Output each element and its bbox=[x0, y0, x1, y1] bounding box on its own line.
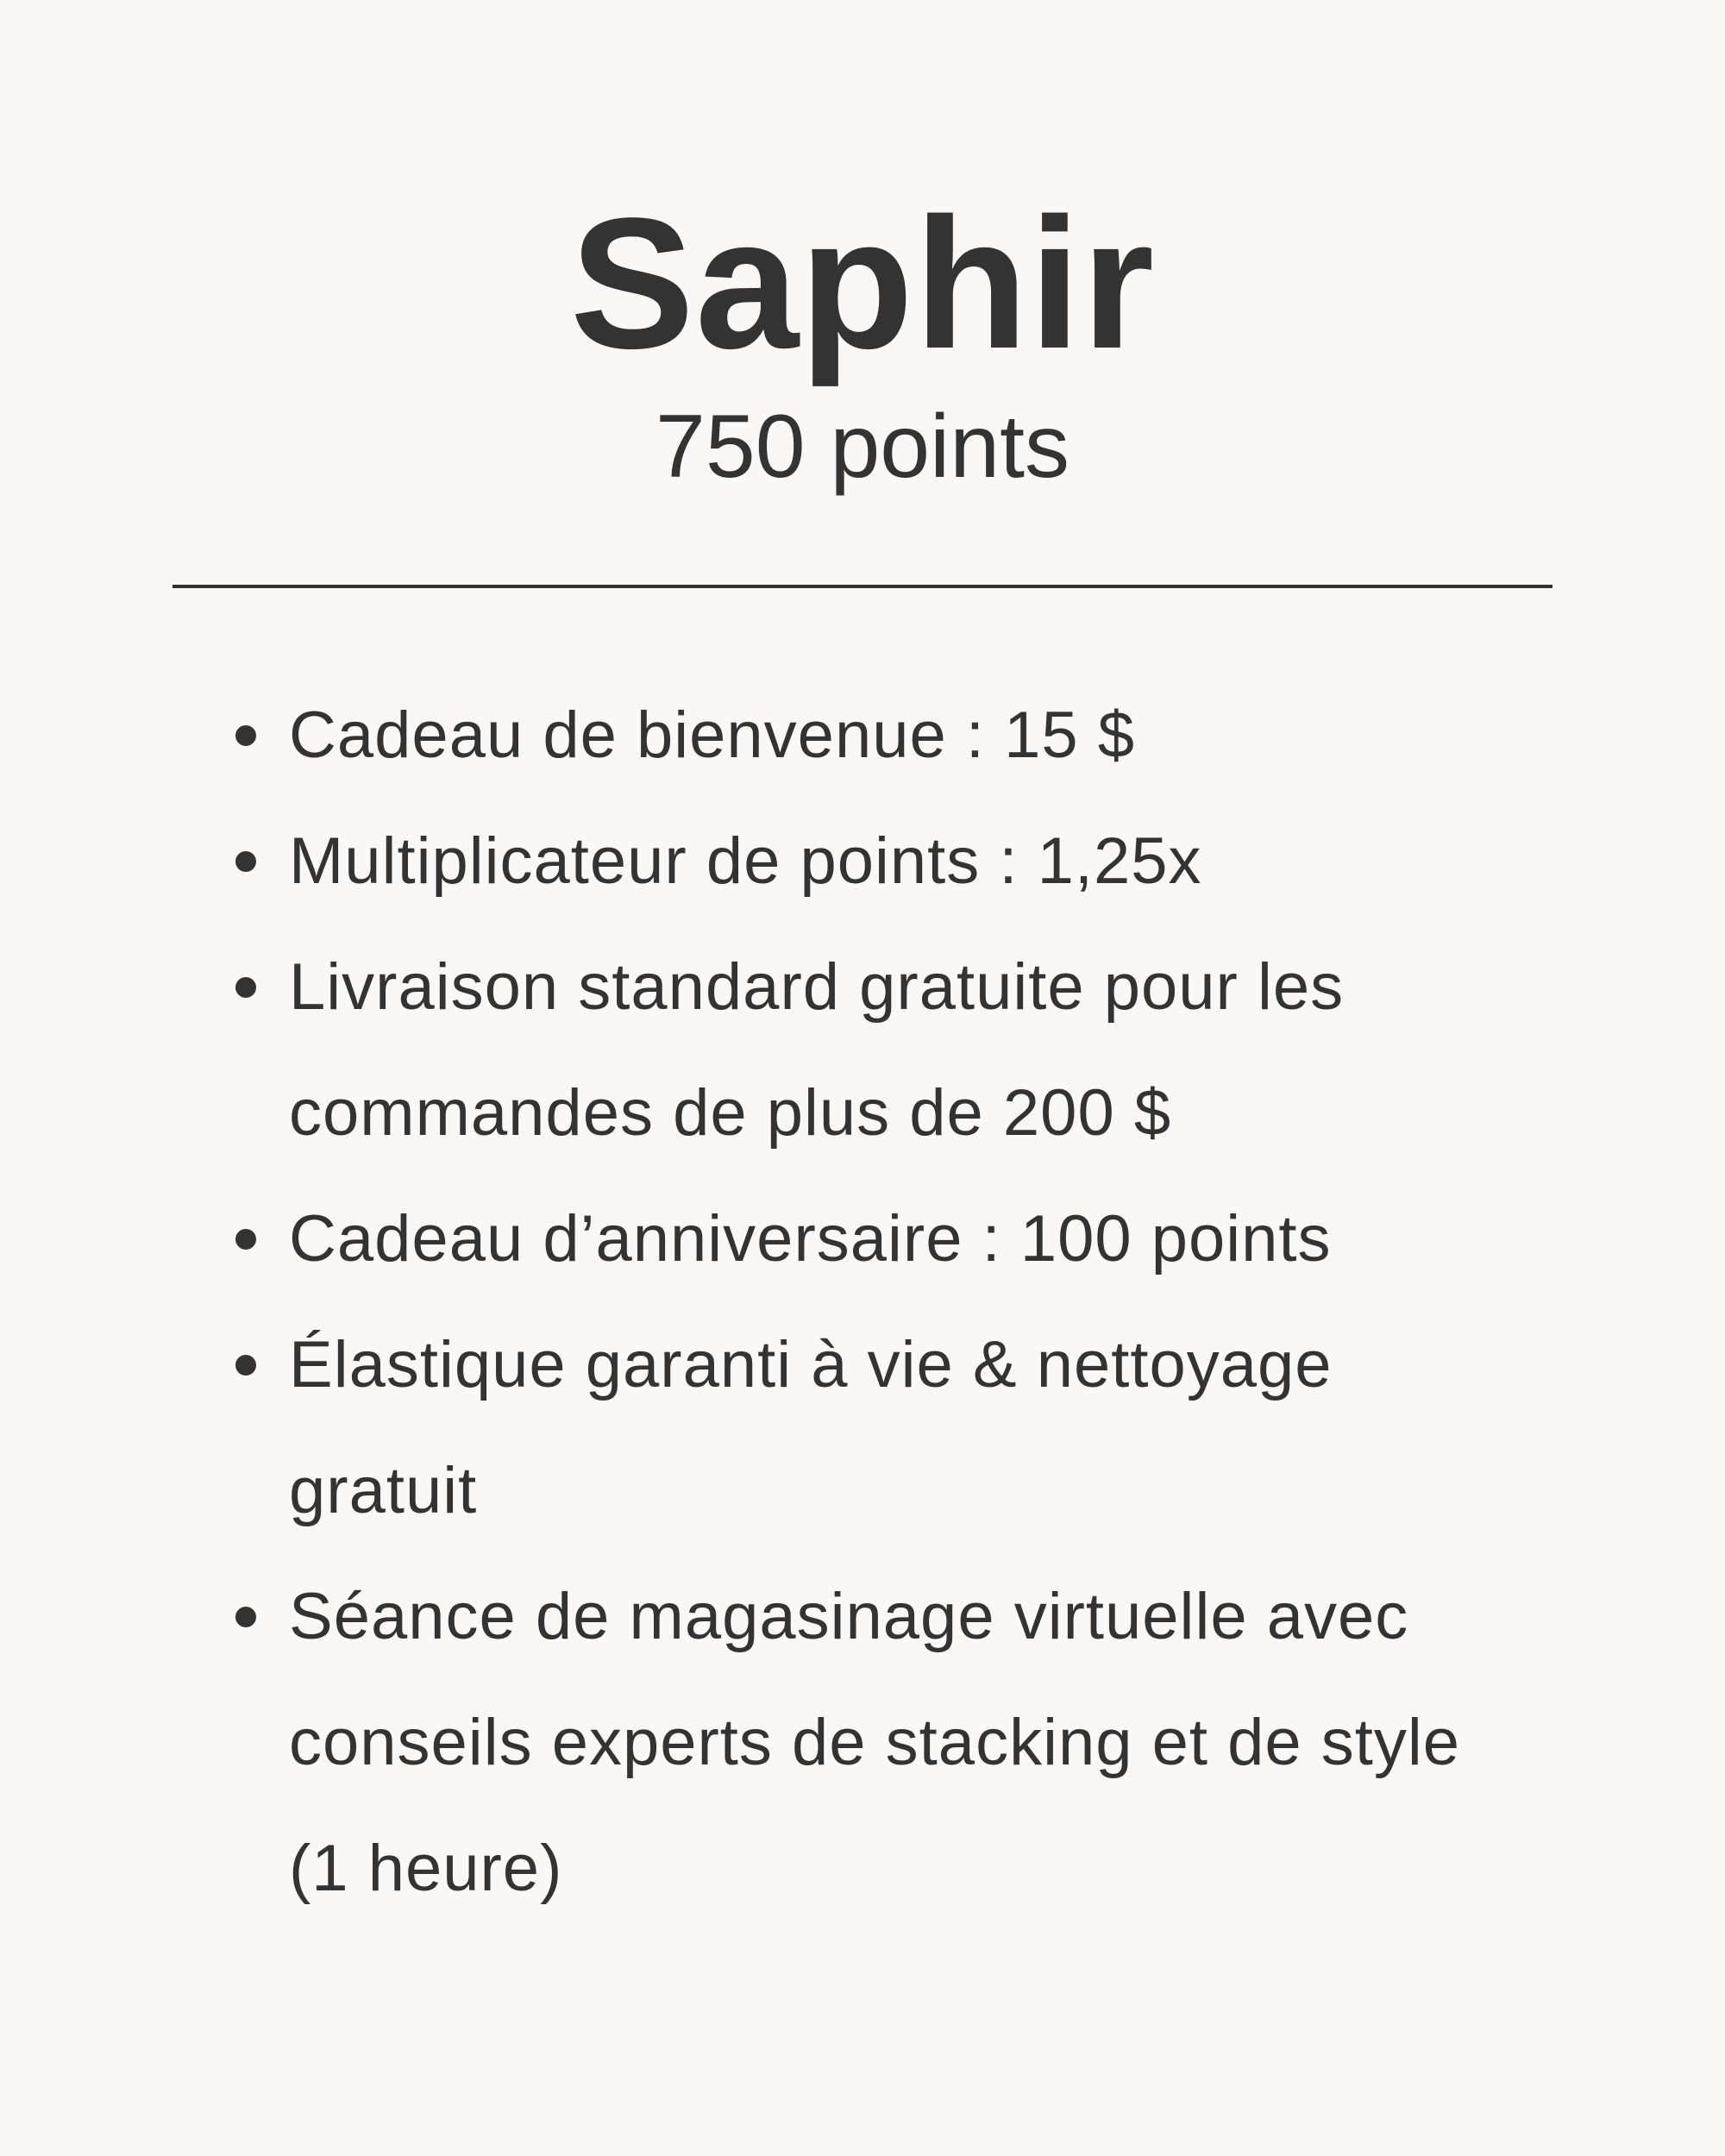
tier-points: 750 points bbox=[656, 397, 1070, 497]
benefit-line: gratuit bbox=[289, 1454, 478, 1527]
bullet-icon bbox=[235, 1607, 256, 1627]
bullet-icon bbox=[235, 851, 256, 872]
benefit-line: Multiplicateur de points : 1,25x bbox=[289, 824, 1202, 898]
benefit-line: Livraison standard gratuite pour les bbox=[289, 950, 1345, 1024]
benefit-item bbox=[289, 1176, 1583, 1302]
benefits-list bbox=[289, 673, 1583, 1932]
benefit-item bbox=[289, 673, 1583, 799]
divider bbox=[172, 585, 1552, 588]
benefit-line: Cadeau d’anniversaire : 100 points bbox=[289, 1202, 1332, 1275]
bullet-icon bbox=[235, 1229, 256, 1250]
benefit-item bbox=[289, 1554, 1583, 1932]
benefit-item bbox=[289, 924, 1583, 1176]
benefit-item bbox=[289, 1302, 1583, 1554]
benefit-line: Cadeau de bienvenue : 15 $ bbox=[289, 699, 1136, 772]
benefit-line: Séance de magasinage virtuelle avec bbox=[289, 1580, 1409, 1653]
benefit-item bbox=[289, 799, 1583, 924]
benefit-line: Élastique garanti à vie & nettoyage bbox=[289, 1328, 1333, 1401]
bullet-icon bbox=[235, 977, 256, 998]
bullet-icon bbox=[235, 725, 256, 746]
bullet-icon bbox=[235, 1355, 256, 1376]
benefit-line: (1 heure) bbox=[289, 1832, 563, 1905]
benefit-line: commandes de plus de 200 $ bbox=[289, 1076, 1172, 1150]
benefit-line: conseils experts de stacking et de style bbox=[289, 1706, 1461, 1779]
tier-title: Saphir bbox=[569, 179, 1156, 387]
